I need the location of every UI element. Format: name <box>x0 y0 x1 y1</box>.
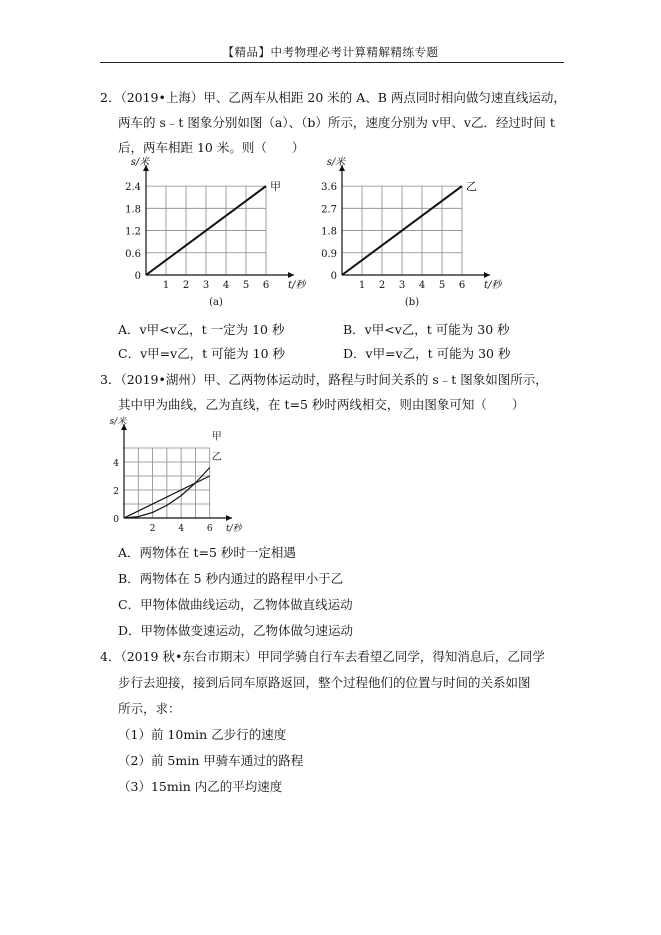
y-tick-label: 3.6 <box>321 182 337 194</box>
x-tick-label: 3 <box>398 280 406 291</box>
x-axis-label: t/秒 <box>484 280 502 291</box>
q3-option-a: A．两物体在 t=5 秒时一定相遇 <box>118 545 296 560</box>
q2-option-b: B．v甲<v乙，t 可能为 30 秒 <box>343 322 510 337</box>
header-rule <box>100 62 564 63</box>
q3-option-c: C．甲物体做曲线运动，乙物体做直线运动 <box>118 597 353 612</box>
origin-label: 0 <box>330 271 337 282</box>
x-tick-label: 6 <box>458 280 466 291</box>
y-tick-label: 1.8 <box>321 226 337 238</box>
series-label-2: 乙 <box>211 452 222 463</box>
q4-item-3: （3）15min 内乙的平均速度 <box>118 779 283 794</box>
x-axis-arrow <box>226 515 232 521</box>
q3-option-b: B．两物体在 5 秒内通过的路程甲小于乙 <box>118 571 344 586</box>
x-tick-label: 6 <box>262 280 270 291</box>
q3-option-d: D．甲物体做变速运动，乙物体做匀速运动 <box>118 623 354 638</box>
q3-line-2: 其中甲为曲线，乙为直线，在 t=5 秒时两线相交，则由图象可知（ ） <box>118 397 525 412</box>
q3-line-1: 3．（2019•湖州）甲、乙两物体运动时，路程与时间关系的 s﹣t 图象如图所示， <box>100 372 548 387</box>
q4-line-3: 所示，求： <box>118 701 181 716</box>
x-tick-label: 5 <box>242 280 250 291</box>
x-tick-label: 2 <box>182 280 190 291</box>
series-label-1: 乙 <box>466 180 477 194</box>
origin-label: 0 <box>134 271 141 282</box>
chart-c <box>108 418 258 538</box>
y-tick-label: 2 <box>113 487 119 497</box>
chart-b <box>308 157 502 315</box>
x-tick-label: 4 <box>418 280 426 291</box>
q2-option-a: A．v甲<v乙，t 一定为 10 秒 <box>118 322 285 337</box>
y-tick-label: 2.7 <box>321 204 337 216</box>
x-tick-label: 3 <box>202 280 210 291</box>
q4-line-1: 4．（2019 秋•东台市期末）甲同学骑自行车去看望乙同学，得知消息后，乙同学 <box>100 649 545 664</box>
x-axis-arrow <box>484 272 490 278</box>
chart-caption: (b) <box>404 297 420 308</box>
x-tick-label: 2 <box>149 524 156 534</box>
x-axis-arrow <box>288 272 294 278</box>
x-tick-label: 4 <box>178 524 185 534</box>
y-axis-label: s/米 <box>109 417 127 427</box>
q2-line-2: 两车的 s﹣t 图象分别如图（a）、（b）所示，速度分别为 v甲、v乙．经过时间 t <box>118 115 555 130</box>
q4-item-2: （2）前 5min 甲骑车通过的路程 <box>118 753 304 768</box>
x-axis-label: t/秒 <box>226 524 242 534</box>
q2-option-d: D．v甲=v乙，t 可能为 30 秒 <box>343 346 511 361</box>
x-tick-label: 5 <box>438 280 446 291</box>
y-tick-label: 4 <box>113 459 119 469</box>
x-tick-label: 1 <box>358 280 366 291</box>
chart-caption: (a) <box>209 297 223 308</box>
series-label-1: 甲 <box>211 431 222 443</box>
series-label-1: 甲 <box>270 180 281 194</box>
x-axis-label: t/秒 <box>288 280 306 291</box>
q2-line-3: 后，两车相距 10 米。则（ ） <box>118 140 305 155</box>
origin-label: 0 <box>113 515 119 525</box>
y-axis-label: s/米 <box>130 157 150 168</box>
y-tick-label: 0.6 <box>125 248 141 260</box>
chart-a <box>112 157 306 315</box>
q4-item-1: （1）前 10min 乙步行的速度 <box>118 727 287 742</box>
y-tick-label: 1.8 <box>125 204 141 216</box>
y-axis-label: s/米 <box>326 157 346 168</box>
x-tick-label: 4 <box>222 280 230 291</box>
q2-line-1: 2．（2019•上海）甲、乙两车从相距 20 米的 A、B 两点同时相向做匀速直线运动， <box>100 90 566 105</box>
page-header: 【精品】中考物理必考计算精解精练专题 <box>222 45 439 59</box>
x-tick-label: 2 <box>378 280 386 291</box>
x-tick-label: 6 <box>206 524 213 534</box>
y-tick-label: 2.4 <box>125 182 141 194</box>
y-tick-label: 1.2 <box>125 226 141 238</box>
q4-line-2: 步行去迎接，接到后同车原路返回，整个过程他们的位置与时间的关系如图 <box>118 675 531 690</box>
y-tick-label: 0.9 <box>321 248 337 260</box>
x-tick-label: 1 <box>162 280 170 291</box>
q2-option-c: C．v甲=v乙，t 可能为 10 秒 <box>118 346 286 361</box>
